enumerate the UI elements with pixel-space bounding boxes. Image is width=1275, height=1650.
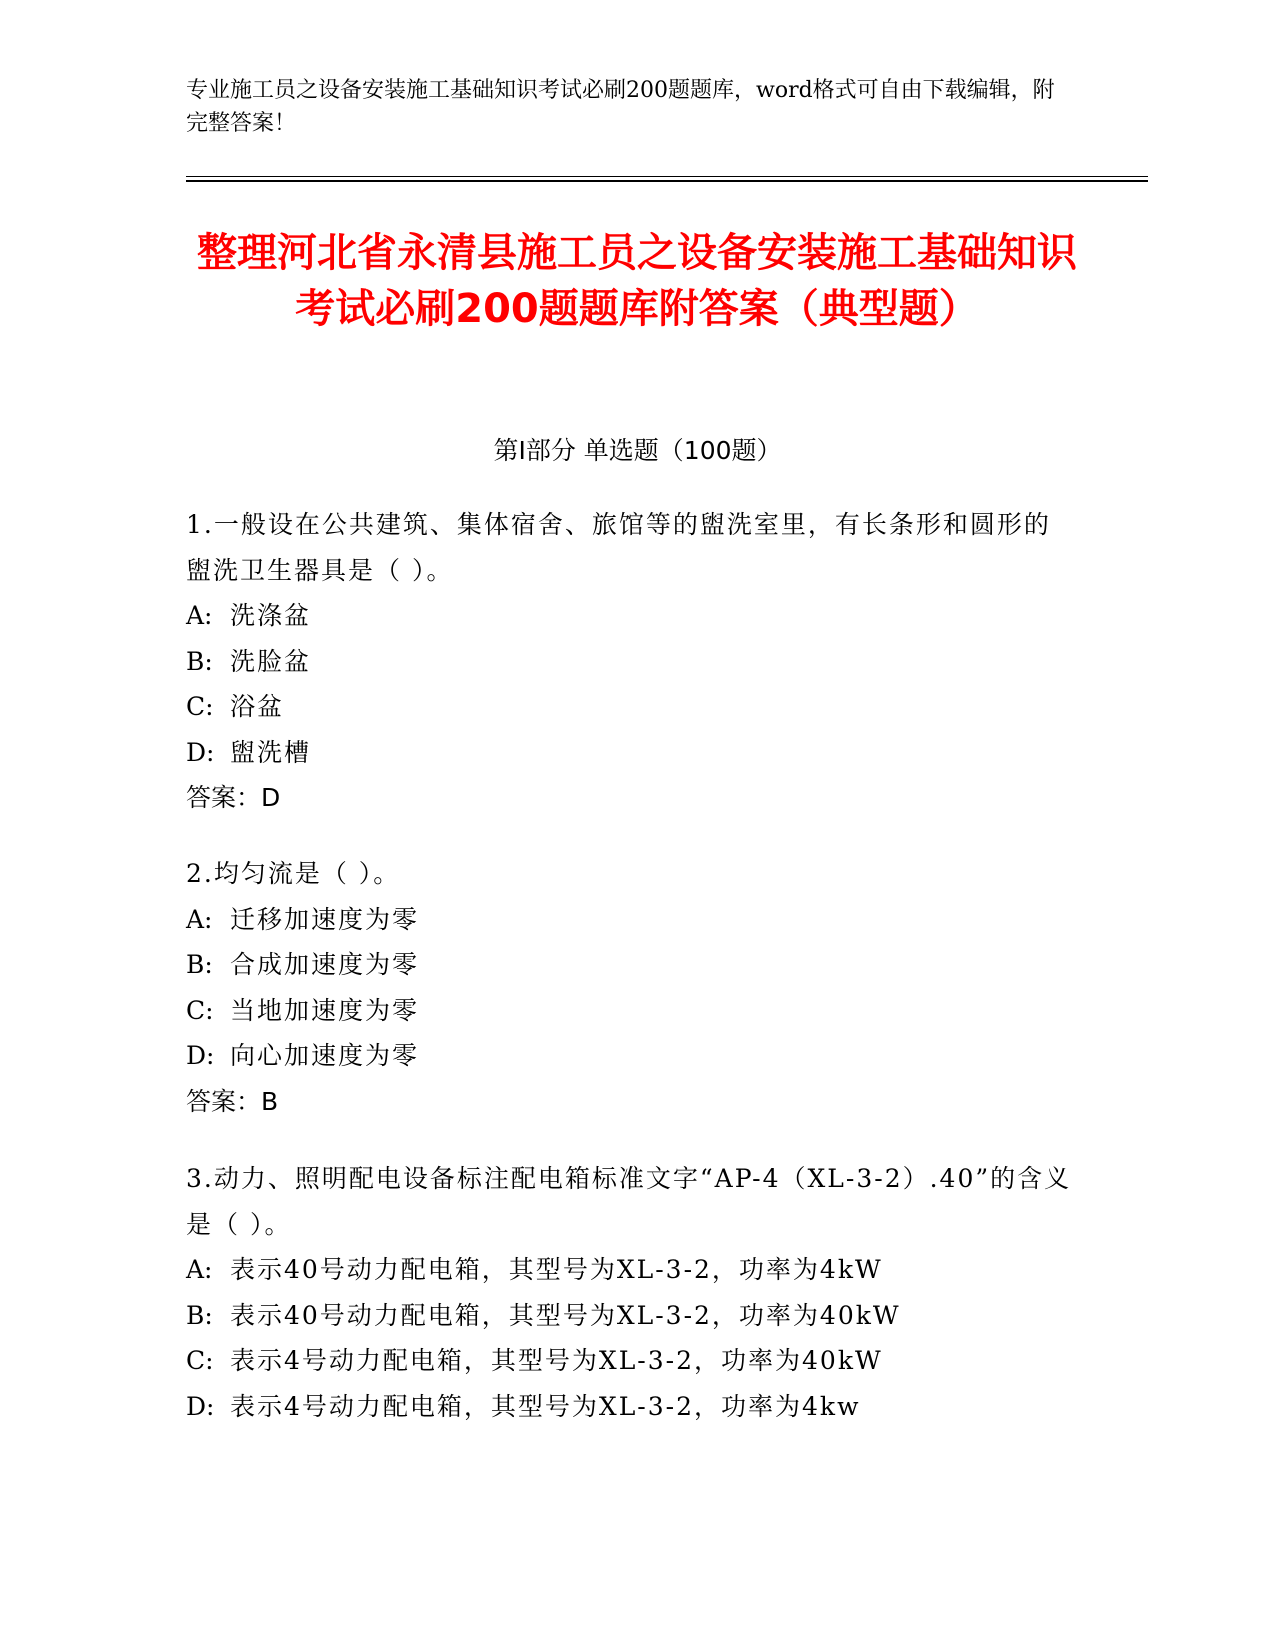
option-text: 表示40号动力配电箱，其型号为XL-3-2，功率为40kW — [230, 1300, 901, 1330]
question-1 — [186, 502, 1076, 821]
question-stem: 1.一般设在公共建筑、集体宿舍、旅馆等的盥洗室里，有长条形和圆形的盥洗卫生器具是（ ）。 — [186, 510, 1051, 585]
question-stem: 3.动力、照明配电设备标注配电箱标准文字“AP-4（XL-3-2）.40”的含义是（ ）。 — [186, 1164, 1072, 1239]
header-divider-thin — [186, 176, 1148, 177]
option-d — [186, 1033, 1076, 1079]
option-text: 洗涤盆 — [230, 601, 312, 630]
option-text: 表示4号动力配电箱，其型号为XL-3-2，功率为40kW — [230, 1346, 883, 1375]
option-c — [186, 1338, 1076, 1384]
option-text: 合成加速度为零 — [230, 950, 420, 979]
option-b — [186, 639, 1076, 685]
option-a — [186, 897, 1076, 943]
document-title: 整理河北省永清县施工员之设备安装施工基础知识考试必刷200题题库附答案（典型题） — [197, 230, 1077, 332]
option-text: 洗脸盆 — [230, 646, 312, 676]
option-text: 表示4号动力配电箱，其型号为XL-3-2，功率为4kw — [230, 1391, 861, 1421]
option-text: 表示40号动力配电箱，其型号为XL-3-2，功率为4kW — [230, 1255, 883, 1284]
option-key: A: — [186, 1255, 213, 1284]
option-c — [186, 684, 1076, 730]
option-key: C: — [186, 692, 214, 721]
option-key: A: — [186, 601, 213, 630]
option-key: B: — [186, 1300, 213, 1330]
answer-line: 答案：B — [186, 1086, 279, 1116]
option-key: D: — [186, 1041, 215, 1070]
option-key: D: — [186, 737, 215, 767]
option-text: 浴盆 — [230, 692, 285, 721]
option-d — [186, 730, 1076, 776]
option-key: B: — [186, 646, 213, 676]
header-note: 专业施工员之设备安装施工基础知识考试必刷200题题库，word格式可自由下载编辑，附完整答案！ — [186, 78, 1055, 136]
option-c — [186, 988, 1076, 1034]
option-key: C: — [186, 1346, 214, 1375]
question-stem: 2.均匀流是（ ）。 — [186, 859, 401, 888]
question-2 — [186, 851, 1076, 1124]
option-text: 当地加速度为零 — [230, 995, 420, 1025]
option-text: 迁移加速度为零 — [230, 904, 420, 934]
option-b — [186, 942, 1076, 988]
option-b — [186, 1293, 1076, 1339]
header-divider-thick — [186, 180, 1148, 182]
option-a — [186, 1247, 1076, 1293]
option-d — [186, 1384, 1076, 1430]
question-3 — [186, 1156, 1076, 1429]
option-a — [186, 593, 1076, 639]
option-text: 向心加速度为零 — [230, 1041, 420, 1070]
option-key: A: — [186, 904, 213, 934]
answer-line: 答案：D — [186, 783, 281, 812]
section-heading: 第Ⅰ部分 单选题（100题） — [493, 436, 782, 465]
option-text: 盥洗槽 — [230, 737, 312, 767]
option-key: B: — [186, 950, 213, 979]
option-key: C: — [186, 995, 214, 1025]
option-key: D: — [186, 1391, 215, 1421]
